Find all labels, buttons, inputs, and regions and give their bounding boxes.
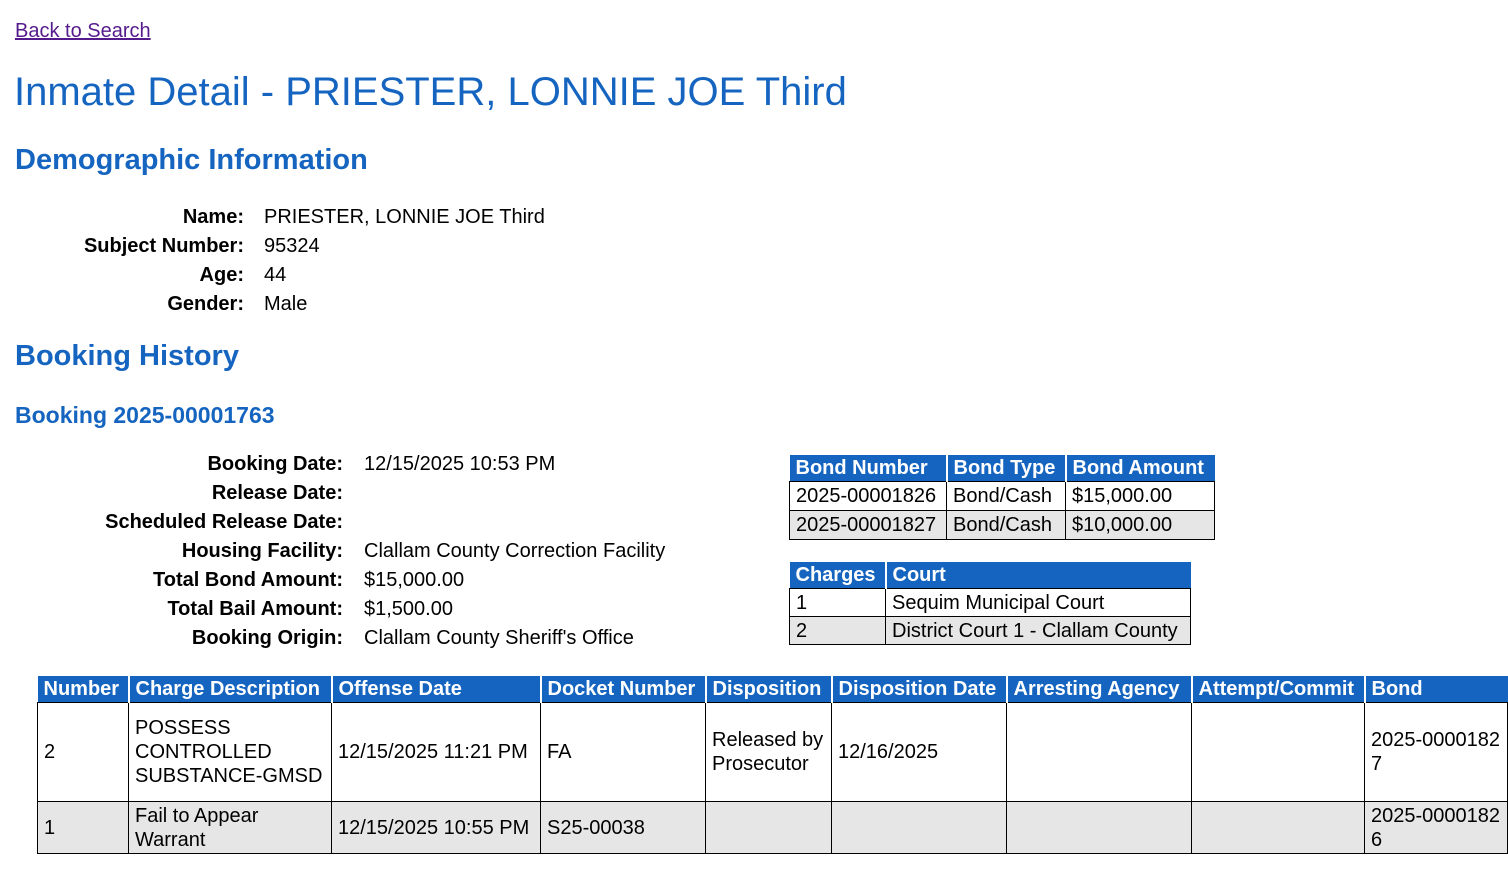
booking-title: Booking 2025-00001763: [15, 402, 275, 428]
demographic-heading: Demographic Information: [15, 144, 368, 176]
table-cell: 2025-00001827: [790, 511, 947, 540]
field-label: Booking Date:: [207, 453, 343, 475]
column-header: Charges: [790, 562, 886, 589]
field-label: Subject Number:: [83, 235, 244, 257]
column-header: Bond Type: [947, 455, 1066, 482]
field-value: 12/15/2025 10:53 PM: [364, 453, 556, 475]
column-header: Disposition Date: [832, 676, 1007, 703]
bonds-table: [789, 455, 1215, 540]
table-cell: 2025-00001826: [790, 482, 947, 511]
field-value: PRIESTER, LONNIE JOE Third: [264, 206, 545, 228]
table-cell: Bond/Cash: [947, 482, 1066, 511]
table-cell: 12/16/2025: [832, 703, 1007, 802]
table-cell: [706, 802, 832, 854]
field-label: Gender:: [167, 293, 244, 315]
field-label: Release Date:: [211, 482, 343, 504]
charges-table: [37, 676, 1508, 854]
table-row: [38, 703, 1508, 802]
page-title: Inmate Detail - PRIESTER, LONNIE JOE Third: [14, 70, 847, 114]
table-cell: 12/15/2025 11:21 PM: [332, 703, 541, 802]
field-label: Scheduled Release Date:: [105, 511, 343, 533]
field-value: Clallam County Sheriff's Office: [364, 627, 634, 649]
column-header: Bond Number: [790, 455, 947, 482]
column-header: Arresting Agency: [1007, 676, 1192, 703]
field-value: $15,000.00: [364, 569, 465, 591]
bonds-header-row: [790, 455, 1215, 482]
field-value: Male: [264, 293, 308, 315]
booking-history-heading: Booking History: [15, 340, 239, 372]
courts-header-row: [790, 562, 1191, 589]
column-header: Offense Date: [332, 676, 541, 703]
table-row: [790, 511, 1215, 540]
column-header: Charge Description: [129, 676, 332, 703]
table-cell: POSSESS CONTROLLED SUBSTANCE-GMSD: [129, 703, 332, 802]
table-cell: District Court 1 - Clallam County: [886, 617, 1191, 645]
field-value: 95324: [264, 235, 320, 257]
table-cell: 2: [38, 703, 129, 802]
table-cell: [1007, 703, 1192, 802]
column-header: Bond Amount: [1066, 455, 1215, 482]
table-cell: Released by Prosecutor: [706, 703, 832, 802]
table-cell: Bond/Cash: [947, 511, 1066, 540]
table-row: [790, 482, 1215, 511]
table-cell: S25-00038: [541, 802, 706, 854]
table-cell: 2: [790, 617, 886, 645]
table-row: [790, 589, 1191, 617]
table-cell: $10,000.00: [1066, 511, 1215, 540]
field-label: Total Bond Amount:: [153, 569, 343, 591]
column-header: Docket Number: [541, 676, 706, 703]
column-header: Disposition: [706, 676, 832, 703]
table-row: [790, 617, 1191, 645]
table-cell: [1192, 703, 1365, 802]
table-cell: [1007, 802, 1192, 854]
table-cell: 1: [790, 589, 886, 617]
table-cell: [1192, 802, 1365, 854]
table-cell: Fail to Appear Warrant: [129, 802, 332, 854]
back-to-search-link[interactable]: Back to Search: [15, 20, 151, 42]
table-cell: FA: [541, 703, 706, 802]
field-value: Clallam County Correction Facility: [364, 540, 666, 562]
field-label: Total Bail Amount:: [167, 598, 343, 620]
table-cell: 1: [38, 802, 129, 854]
table-row: [38, 802, 1508, 854]
field-label: Booking Origin:: [191, 627, 343, 649]
column-header: Bond: [1365, 676, 1508, 703]
column-header: Number: [38, 676, 129, 703]
table-cell: 12/15/2025 10:55 PM: [332, 802, 541, 854]
table-cell: $15,000.00: [1066, 482, 1215, 511]
table-cell: 2025-00001826: [1365, 802, 1508, 854]
field-value: $1,500.00: [364, 598, 453, 620]
column-header: Court: [886, 562, 1191, 589]
table-cell: Sequim Municipal Court: [886, 589, 1191, 617]
field-value: 44: [264, 264, 287, 286]
courts-table: [789, 562, 1191, 645]
field-label: Housing Facility:: [181, 540, 343, 562]
field-label: Age:: [199, 264, 244, 286]
table-cell: 2025-00001827: [1365, 703, 1508, 802]
charges-header-row: [38, 676, 1508, 703]
table-cell: [832, 802, 1007, 854]
column-header: Attempt/Commit: [1192, 676, 1365, 703]
field-label: Name:: [182, 206, 244, 228]
